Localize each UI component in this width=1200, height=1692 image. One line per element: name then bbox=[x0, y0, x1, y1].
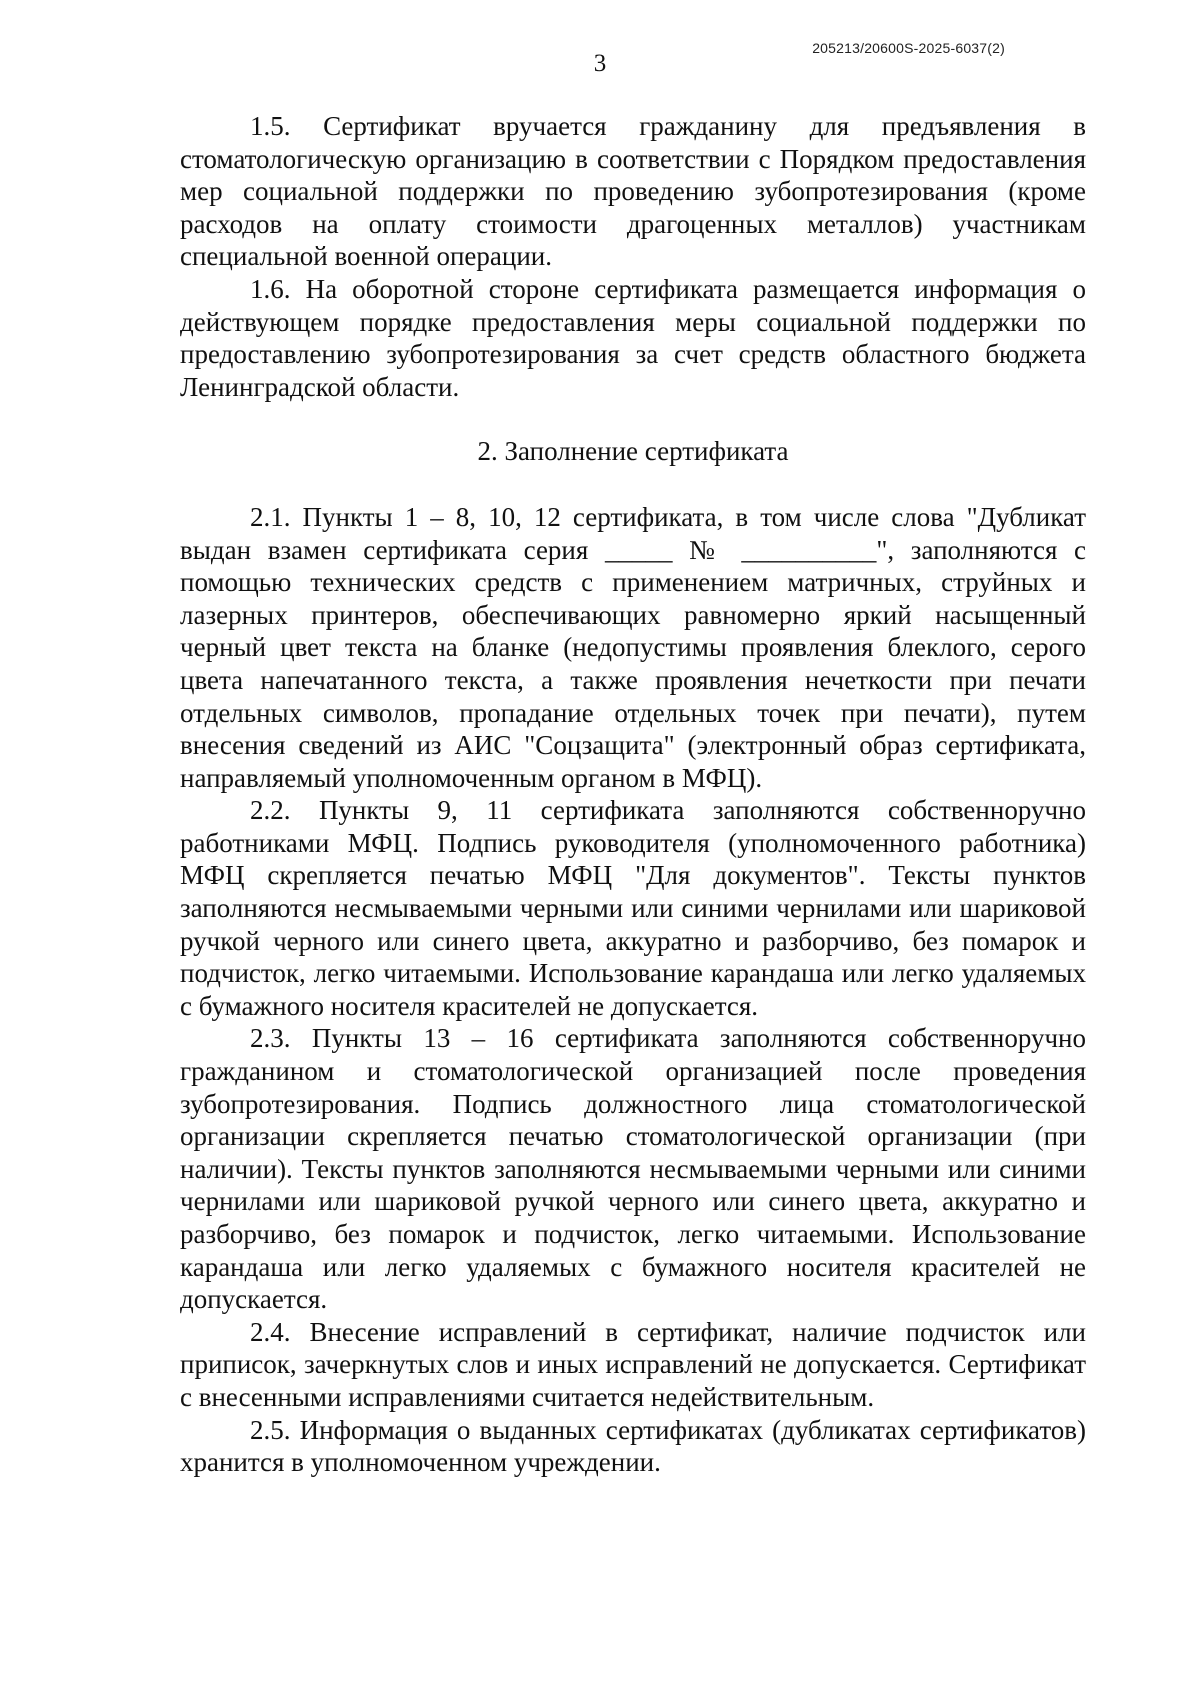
paragraph-2-5: 2.5. Информация о выданных сертификатах (дубликатах сертификатов) хранится в уполномоченном учреждении. bbox=[180, 1414, 1086, 1478]
paragraph-1-6: 1.6. На оборотной стороне сертификата размещается информация о действующем порядке предоставления меры социальной поддержки по предоставлению зубопротезирования за счет средств областного бюджета Ленинградской области. bbox=[180, 273, 1086, 402]
paragraph-1-5: 1.5. Сертификат вручается гражданину для предъявления в стоматологическую организацию в соответствии с Порядком предоставления мер социальной поддержки по проведению зубопротезирования (кроме расходов на оплату стоимости драгоценных металлов) участникам специальной военной операции. bbox=[180, 111, 1086, 272]
paragraph-2-4: 2.4. Внесение исправлений в сертификат, наличие подчисток или приписок, зачеркнутых слов и иных исправлений не допускается. Сертификат с внесенными исправлениями считается недействительным. bbox=[180, 1316, 1086, 1412]
page-number: 3 bbox=[593, 50, 607, 77]
document-body bbox=[180, 110, 1086, 1479]
section-heading: 2. Заполнение сертификата bbox=[477, 436, 789, 467]
document-code: 205213/20600S-2025-6037(2) bbox=[812, 40, 1005, 56]
paragraph-2-1: 2.1. Пункты 1 – 8, 10, 12 сертификата, в том числе слова "Дубликат выдан взамен сертификата серия _____ № __________", заполняются с помощью технических средств с применением матричных, струйных и лазерных принтеров, обеспечивающих равномерно яркий насыщенный черный цвет текста на бланке (недопустимы проявления блеклого, серого цвета напечатанного текста, а также проявления нечеткости при печати отдельных символов, пропадание отдельных точек при печати), путем внесения сведений из АИС "Соцзащита" (электронный образ сертификата, направляемый уполномоченным органом в МФЦ). bbox=[180, 501, 1086, 793]
paragraph-2-3: 2.3. Пункты 13 – 16 сертификата заполняются собственноручно гражданином и стоматологической организацией после проведения зубопротезирования. Подпись должностного лица стоматологической организации скрепляется печатью стоматологической организации (при наличии). Тексты пунктов заполняются несмываемыми черными или синими чернилами или шариковой ручкой черного или синего цвета, аккуратно и разборчиво, без помарок и подчисток, легко читаемыми. Использование карандаша или легко удаляемых с бумажного носителя красителей не допускается. bbox=[180, 1023, 1086, 1315]
paragraph-2-2: 2.2. Пункты 9, 11 сертификата заполняются собственноручно работниками МФЦ. Подпись руководителя (уполномоченного работника) МФЦ скрепляется печатью МФЦ "Для документов". Тексты пунктов заполняются несмываемыми черными или синими чернилами или шариковой ручкой черного или синего цвета, аккуратно и разборчиво, без помарок и подчисток, легко читаемыми. Использование карандаша или легко удаляемых с бумажного носителя красителей не допускается. bbox=[180, 795, 1086, 1021]
